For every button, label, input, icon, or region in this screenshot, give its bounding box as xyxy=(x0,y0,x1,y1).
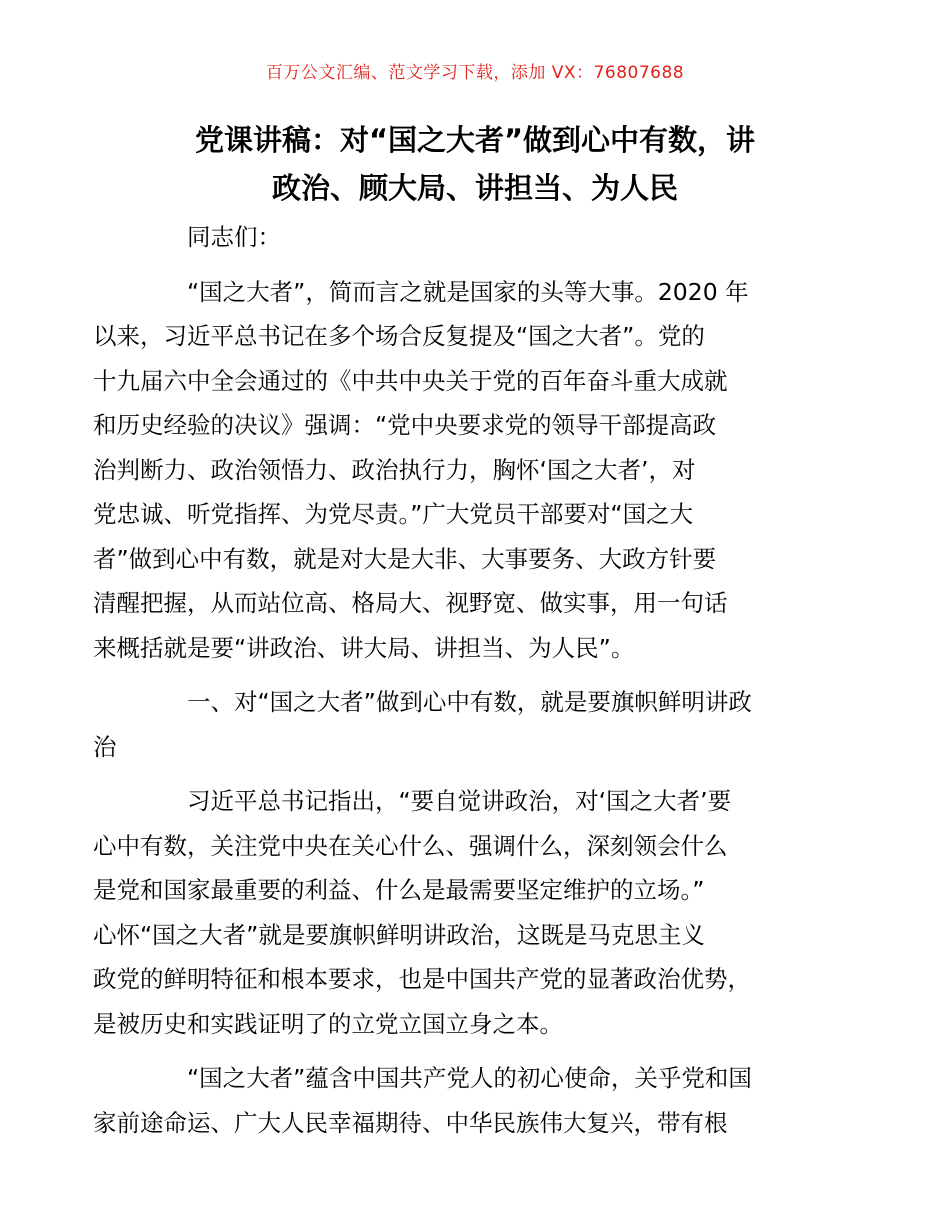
section-heading xyxy=(93,680,835,769)
paragraph-line: 政党的鲜明特征和根本要求，也是中国共产党的显著政治优势， xyxy=(93,965,751,993)
title-line: 党课讲稿：对“国之大者”做到心中有数，讲 xyxy=(194,123,756,157)
paragraph-line: 来概括就是要“讲政治、讲大局、讲担当、为人民”。 xyxy=(93,633,635,662)
paragraph-line: 者”做到心中有数，就是对大是大非、大事要务、大政方针要 xyxy=(93,544,717,573)
paragraph-line: “国之大者”，简而言之就是国家的头等大事。2020 年 xyxy=(187,277,749,306)
paragraph-line: 习近平总书记指出，“要自觉讲政治，对‘国之大者’要 xyxy=(187,787,732,815)
document-title xyxy=(120,116,830,212)
paragraph xyxy=(93,1056,835,1145)
document-body xyxy=(93,215,835,1155)
paragraph-line: 是被历史和实践证明了的立党立国立身之本。 xyxy=(93,1009,563,1038)
paragraph-line: 和历史经验的决议》强调：“党中央要求党的领导干部提高政 xyxy=(93,411,717,439)
paragraph xyxy=(93,779,835,1046)
paragraph-line: 清醒把握，从而站位高、格局大、视野宽、做实事，用一句话 xyxy=(93,589,728,617)
paragraph-line: 治判断力、政治领悟力、政治执行力，胸怀‘国之大者’，对 xyxy=(93,455,696,484)
paragraph-line: 一、对“国之大者”做到心中有数，就是要旗帜鲜明讲政 xyxy=(187,688,752,716)
title-line: 政治、顾大局、讲担当、为人民 xyxy=(271,171,678,205)
paragraph-line: 家前途命运、广大人民幸福期待、中华民族伟大复兴，带有根 xyxy=(93,1108,728,1137)
paragraph-line: 心中有数，关注党中央在关心什么、强调什么，深刻领会什么 xyxy=(93,831,728,860)
paragraph-line: 治 xyxy=(93,732,117,761)
paragraph-line: “国之大者”蕴含中国共产党人的初心使命，关乎党和国 xyxy=(187,1064,752,1092)
paragraph-line: 是党和国家最重要的利益、什么是最需要坚定维护的立场。” xyxy=(93,876,705,904)
paragraph-line: 以来，习近平总书记在多个场合反复提及“国之大者”。党的 xyxy=(93,322,705,350)
paragraph-line: 心怀“国之大者”就是要旗帜鲜明讲政治，这既是马克思主义 xyxy=(93,920,705,949)
paragraph-line: 十九届六中全会通过的《中共中央关于党的百年奋斗重大成就 xyxy=(93,366,728,395)
paragraph-line: 党忠诚、听党指挥、为党尽责。”广大党员干部要对“国之大 xyxy=(93,500,694,528)
paragraph xyxy=(93,270,835,671)
salutation: 同志们： xyxy=(187,223,281,251)
header-watermark: 百万公文汇编、范文学习下载，添加 VX：76807688 xyxy=(265,63,685,83)
